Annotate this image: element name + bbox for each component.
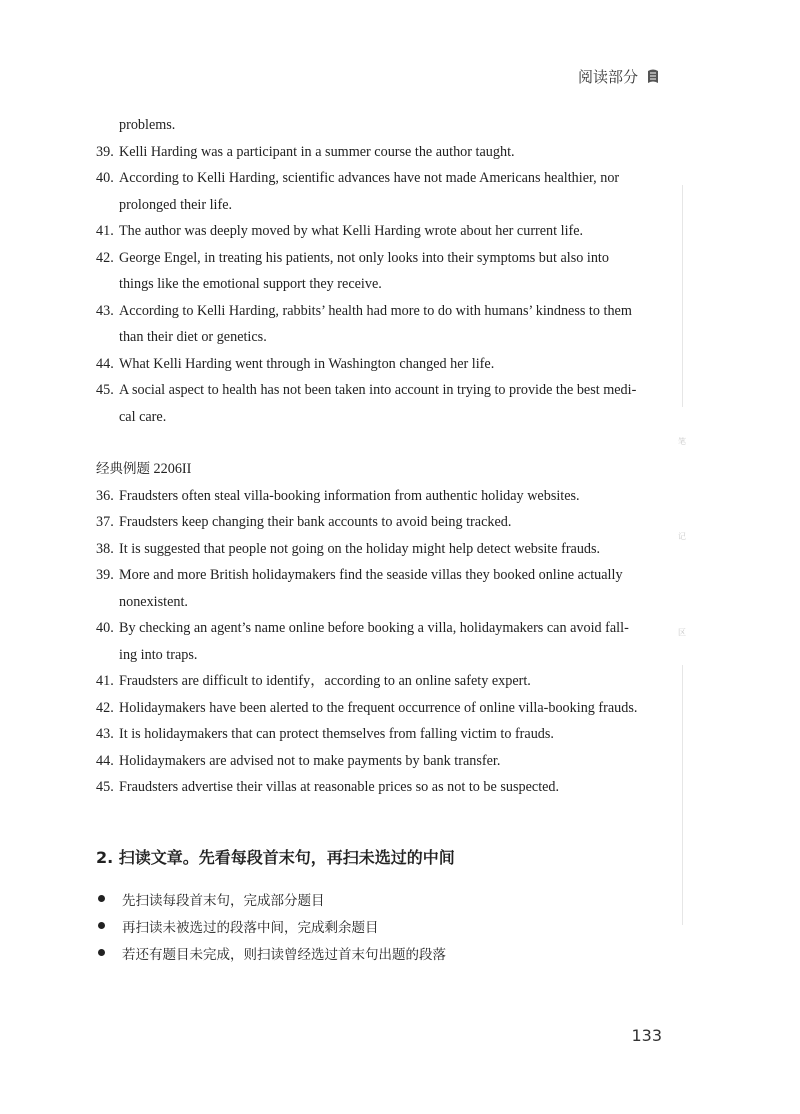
section-heading: 2. 扫读文章。先看每段首末句，再扫未选过的中间 (96, 848, 455, 867)
question-number: 45. (96, 382, 114, 398)
notes-margin-char: 笔 (678, 437, 686, 446)
question-continuation: things like the emotional support they receive. (119, 276, 382, 292)
bullet-dot-icon (98, 922, 105, 929)
question-text: Fraudsters often steal villa-booking information from authentic holiday websites. (119, 487, 580, 504)
question-text: What Kelli Harding went through in Washington changed her life. (119, 355, 495, 372)
question-number: 37. (96, 514, 114, 530)
question-text: Fraudsters are difficult to identify，according to an online safety expert. (119, 673, 531, 689)
book-icon (646, 68, 660, 86)
bullet-text: 若还有题目未完成，则扫读曾经选过首末句出题的段落 (122, 946, 446, 963)
notes-margin-char: 记 (678, 532, 686, 541)
bullet-text: 再扫读未被选过的段落中间，完成剩余题目 (122, 919, 379, 936)
question-item (96, 351, 662, 378)
question-text: George Engel, in treating his patients, not only looks into their symptoms but also into (119, 249, 609, 266)
notes-margin-line-bottom (682, 665, 683, 925)
question-item (96, 165, 662, 192)
question-number: 42. (96, 249, 114, 266)
example-label-code: 2206II (153, 461, 192, 477)
question-item (96, 139, 662, 166)
question-text: It is suggested that people not going on the holiday might help detect website frauds. (119, 540, 601, 557)
question-text: Kelli Harding was a participant in a summer course the author taught. (119, 143, 515, 160)
question-number: 43. (96, 726, 114, 742)
question-item (96, 562, 662, 589)
question-number: 41. (96, 223, 114, 239)
question-number: 44. (96, 355, 114, 372)
question-text: A social aspect to health has not been taken into account in trying to provide the best medi- (119, 382, 637, 398)
question-text: By checking an agent’s name online before booking a villa, holidaymakers can avoid fall- (119, 620, 629, 636)
question-text: According to Kelli Harding, rabbits’ health had more to do with humans’ kindness to them (119, 302, 632, 319)
example-label (96, 456, 662, 483)
question-continuation: prolonged their life. (119, 196, 233, 213)
question-item (96, 298, 662, 325)
bullet-item (96, 912, 656, 939)
question-item (96, 377, 662, 404)
question-number: 39. (96, 567, 114, 583)
question-item (96, 218, 662, 245)
question-continuation: than their diet or genetics. (119, 329, 267, 345)
main-content (96, 112, 662, 801)
question-number: 41. (96, 673, 114, 689)
question-number: 45. (96, 779, 114, 795)
running-header (578, 66, 660, 87)
question-text: Holidaymakers have been alerted to the frequent occurrence of online villa-booking frauds. (119, 699, 638, 716)
question-number: 40. (96, 170, 114, 186)
question-item (96, 615, 662, 642)
question-number: 38. (96, 540, 114, 557)
question-list-part2 (96, 483, 662, 801)
question-item (96, 695, 662, 722)
question-item (96, 721, 662, 748)
question-number: 40. (96, 620, 114, 636)
question-item (96, 509, 662, 536)
question-item (96, 668, 662, 695)
question-continuation: ing into traps. (119, 646, 198, 663)
bullet-list (96, 885, 656, 966)
question-text: It is holidaymakers that can protect themselves from falling victim to frauds. (119, 726, 554, 742)
question-item (96, 536, 662, 563)
question-list-part1 (96, 139, 662, 431)
question-number: 39. (96, 143, 114, 160)
bullet-item (96, 939, 656, 966)
notes-margin-char: 区 (678, 628, 686, 637)
question-number: 43. (96, 302, 114, 319)
question-item (96, 245, 662, 272)
question-text: Fraudsters keep changing their bank accounts to avoid being tracked. (119, 514, 512, 530)
question-item (96, 748, 662, 775)
page-number: 133 (631, 1026, 662, 1045)
question-item (96, 774, 662, 801)
example-label-cn: 经典例题 (96, 461, 150, 477)
question-text: The author was deeply moved by what Kelli Harding wrote about her current life. (119, 223, 584, 239)
question-item (96, 483, 662, 510)
notes-margin-line-top (682, 185, 683, 407)
question-number: 42. (96, 699, 114, 716)
continued-line: problems. (119, 117, 176, 133)
running-header-title: 阅读部分 (577, 68, 638, 86)
question-text: More and more British holidaymakers find the seaside villas they booked online actually (119, 567, 623, 583)
bullet-text: 先扫读每段首末句，完成部分题目 (122, 892, 325, 909)
question-text: Fraudsters advertise their villas at reasonable prices so as not to be suspected. (119, 779, 560, 795)
bullet-dot-icon (98, 949, 105, 956)
question-number: 44. (96, 752, 114, 769)
question-continuation: nonexistent. (119, 593, 188, 610)
question-continuation: cal care. (119, 408, 167, 425)
bullet-dot-icon (98, 895, 105, 902)
bullet-item (96, 885, 656, 912)
question-number: 36. (96, 487, 114, 504)
question-text: Holidaymakers are advised not to make payments by bank transfer. (119, 752, 501, 769)
question-text: According to Kelli Harding, scientific advances have not made Americans healthier, nor (119, 170, 620, 186)
